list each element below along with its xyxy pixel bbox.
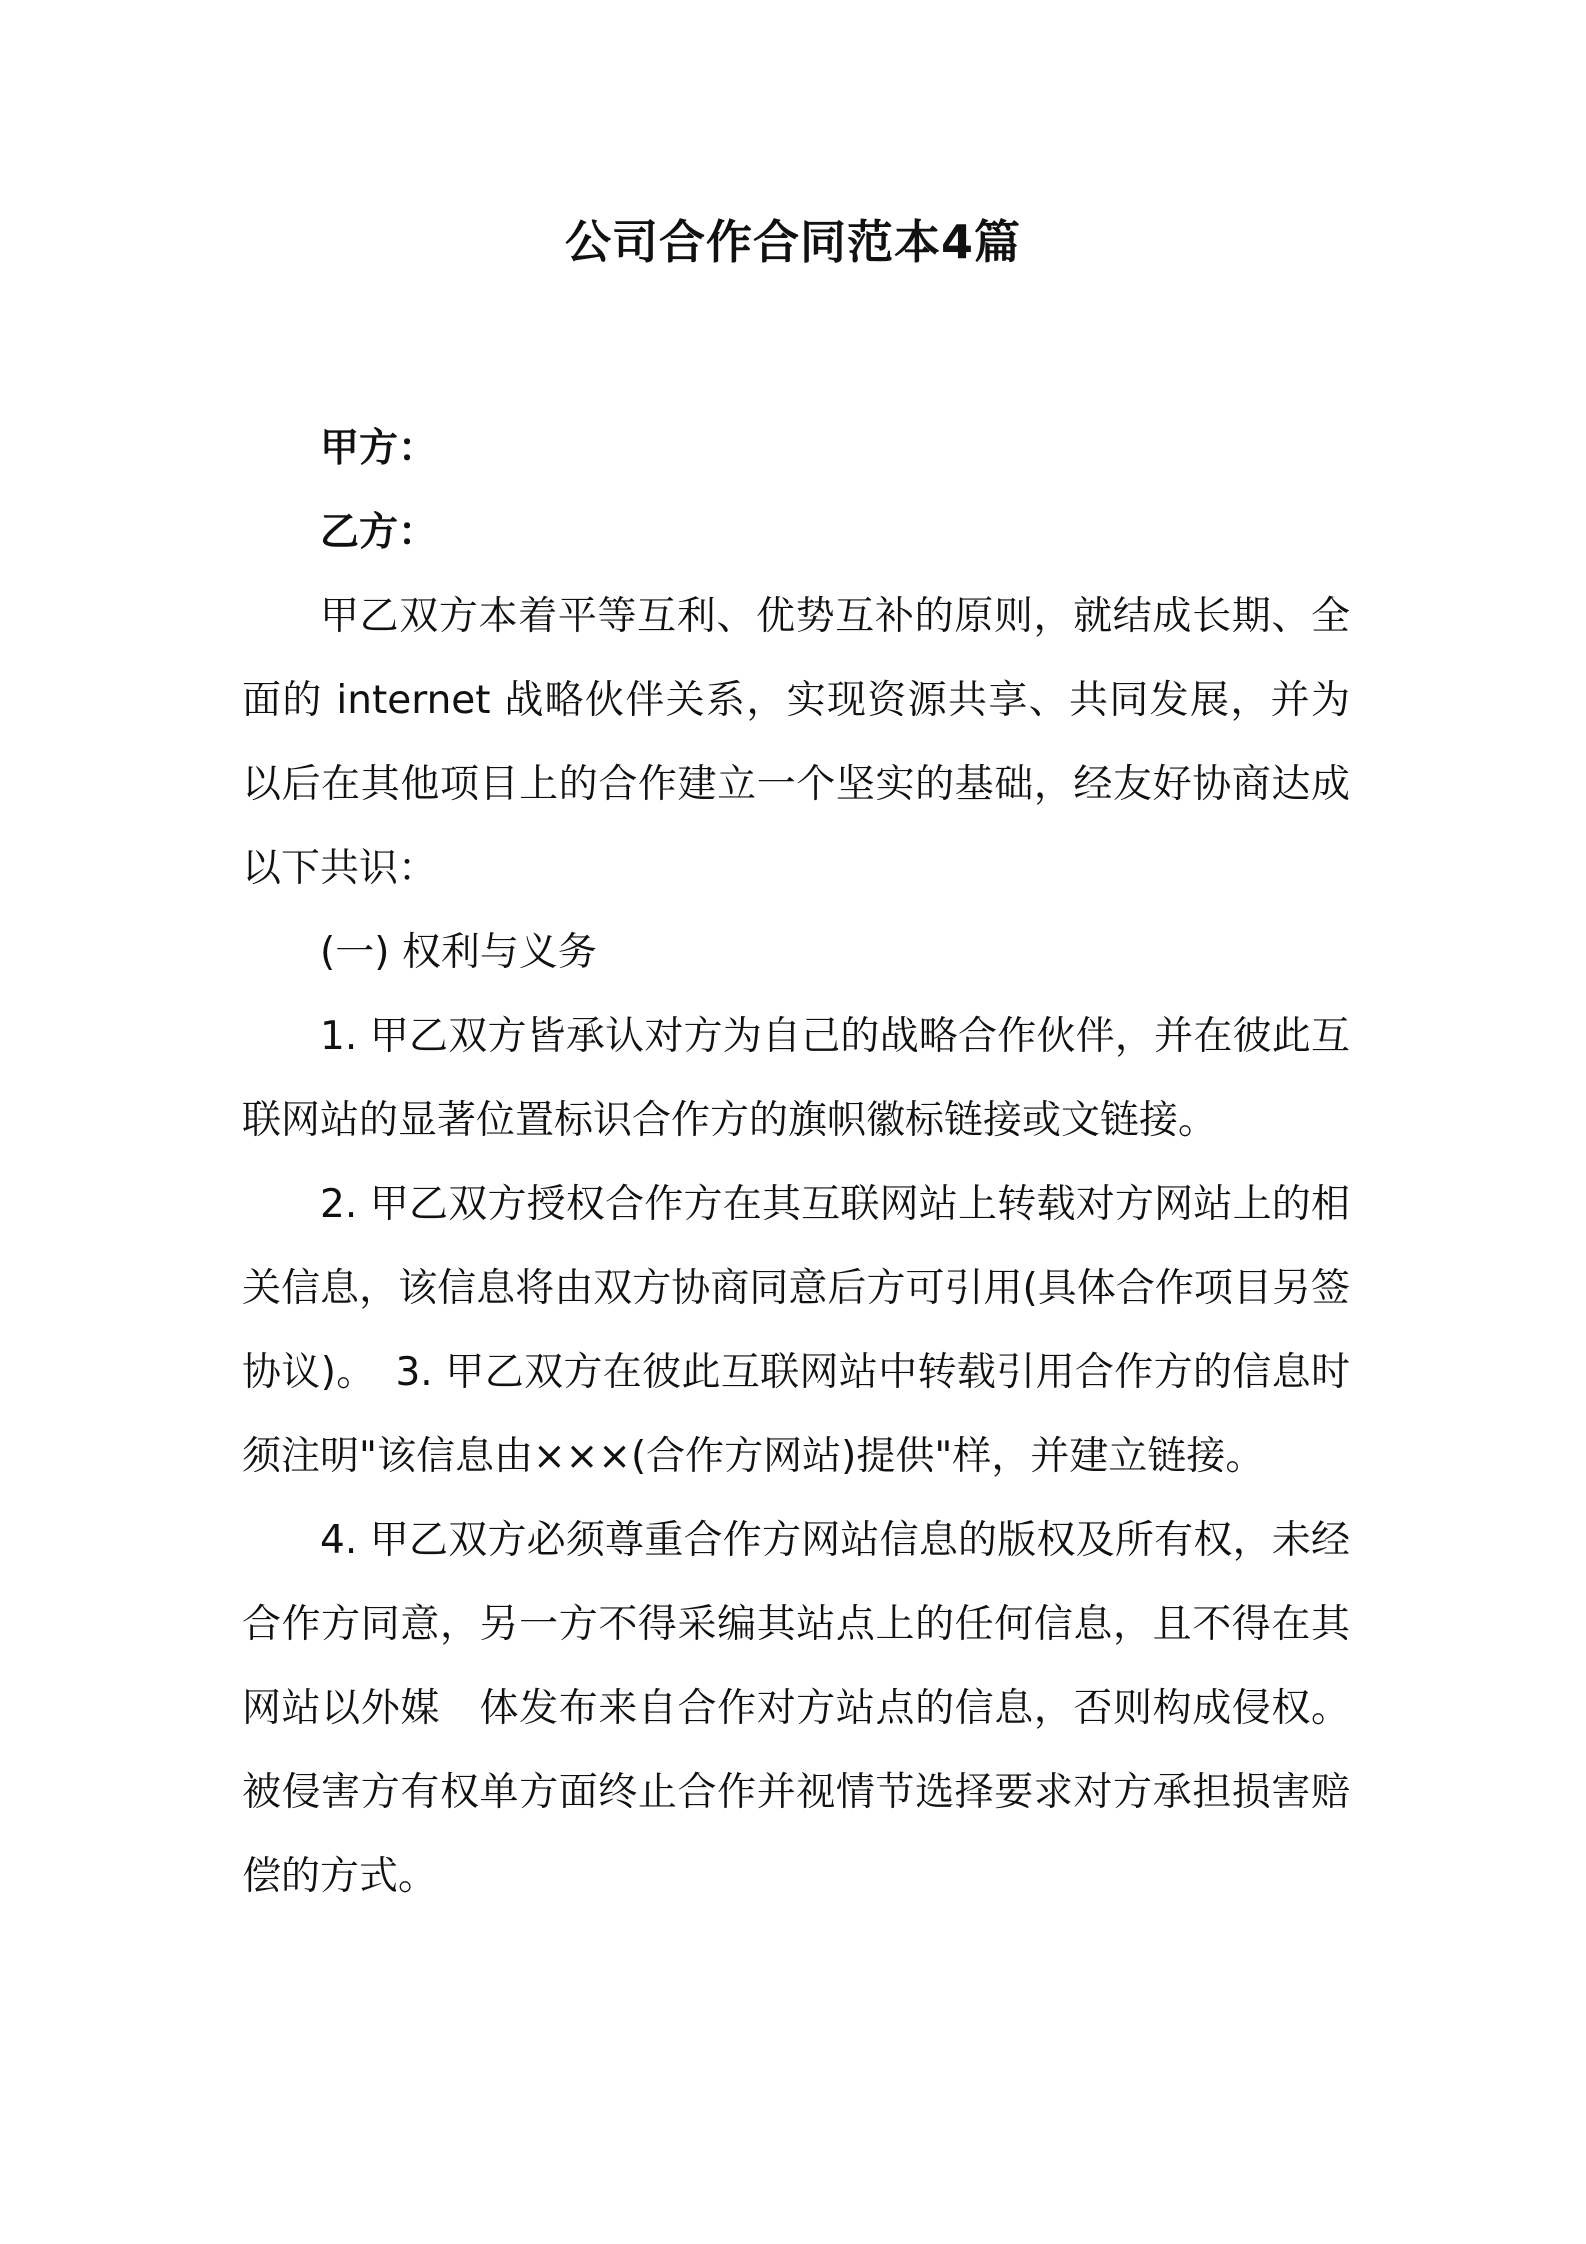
party-a-line: 甲方： bbox=[320, 426, 438, 471]
document-body bbox=[242, 407, 1350, 1919]
document-title: 公司合作合同范本4篇 bbox=[564, 215, 1021, 269]
intro-paragraph: 甲乙双方本着平等互利、优势互补的原则，就结成长期、全面的 internet 战略伙伴关系，实现资源共享、共同发展，并为以后在其他项目上的合作建立一个坚实的基础，经友好协商达成以下共识： bbox=[242, 594, 1350, 891]
clause-4-paragraph: 4. 甲乙双方必须尊重合作方网站信息的版权及所有权，未经合作方同意，另一方不得采编其站点上的任何信息，且不得在其网站以外媒 体发布来自合作对方站点的信息，否则构成侵权。被侵害方有权单方面终止合作并视情节选择要求对方承担损害赔偿的方式。 bbox=[242, 1518, 1350, 1899]
clause-1-paragraph: 1. 甲乙双方皆承认对方为自己的战略合作伙伴，并在彼此互联网站的显著位置标识合作方的旗帜徽标链接或文链接。 bbox=[242, 1014, 1350, 1143]
party-b-line: 乙方： bbox=[320, 510, 438, 555]
clause-2-3-paragraph: 2. 甲乙双方授权合作方在其互联网站上转载对方网站上的相关信息，该信息将由双方协商同意后方可引用(具体合作项目另签协议)。 3. 甲乙双方在彼此互联网站中转载引用合作方的信息时须注明"该信息由×××(合作方网站)提供"样，并建立链接。 bbox=[242, 1182, 1350, 1479]
section-heading: (一) 权利与义务 bbox=[320, 930, 597, 975]
